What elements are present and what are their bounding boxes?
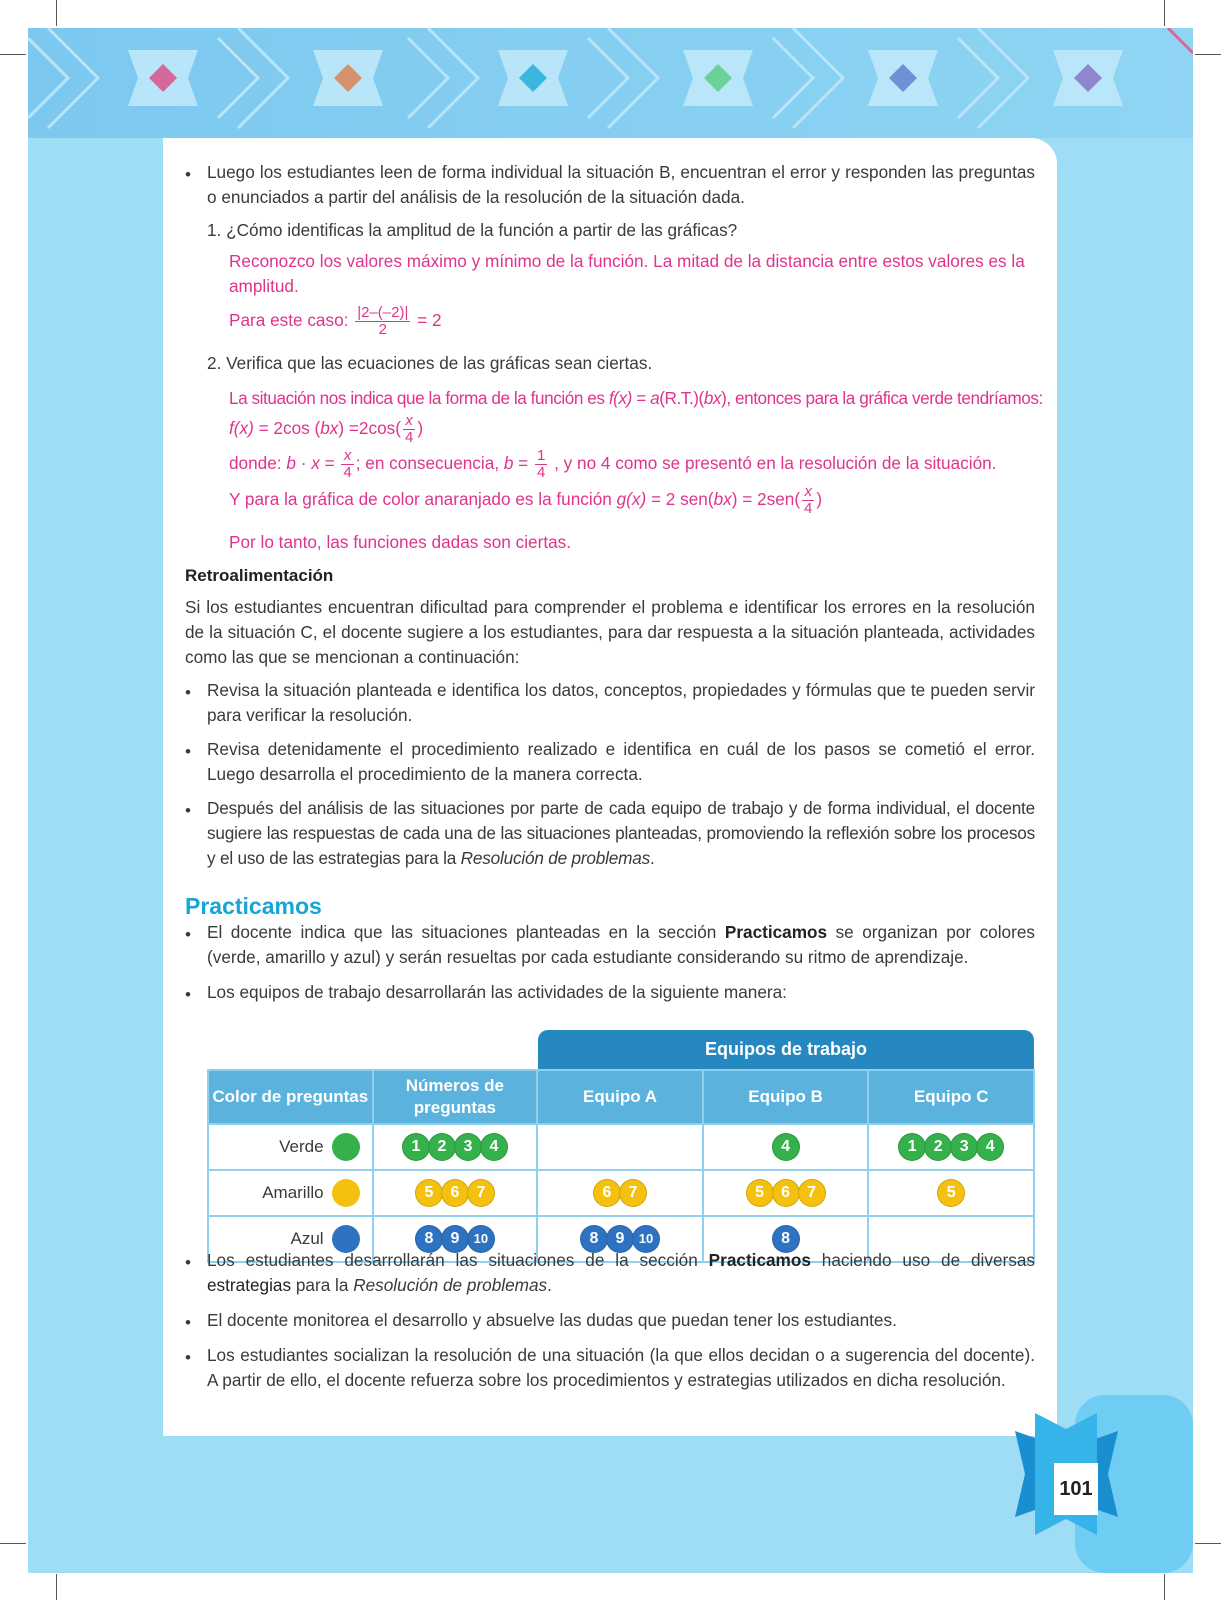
- teams-table: [207, 1069, 1035, 1263]
- team-c-cell: [868, 1170, 1034, 1216]
- crop-mark: [0, 1543, 26, 1544]
- math-run: g(x): [616, 489, 647, 510]
- question-number-badge: 4: [976, 1133, 1004, 1161]
- question-number-badge: 9: [606, 1225, 634, 1253]
- answer-2-line-5: Por lo tanto, las funciones dadas son ciertas.: [229, 532, 572, 552]
- question-number-badge: 5: [415, 1179, 443, 1207]
- question-number-badge: 10: [632, 1225, 660, 1253]
- color-dot-icon: [332, 1179, 360, 1207]
- question-text: ¿Cómo identificas la amplitud de la función a partir de las gráficas?: [226, 220, 738, 240]
- text-run: La situación nos indica que la forma de la función es: [229, 388, 609, 408]
- fraction: [535, 448, 547, 481]
- bullet-marker: •: [185, 165, 191, 184]
- question-number-badge: 6: [593, 1179, 621, 1207]
- retro-bullet-3: [207, 796, 1035, 871]
- question-number-badge: 7: [619, 1179, 647, 1207]
- text-run: estrategias: [207, 1275, 292, 1295]
- text-run: haciendo uso de diversas: [810, 1250, 1035, 1270]
- text-run: ) = 2sen(: [731, 489, 801, 510]
- table-group-header: Equipos de trabajo: [538, 1030, 1034, 1069]
- question-number-badge: 9: [441, 1225, 469, 1253]
- question-number-badge: 7: [467, 1179, 495, 1207]
- fraction-denominator: 4: [804, 500, 813, 517]
- retro-bullet-1: Revisa la situación planteada e identifica los datos, conceptos, propiedades y fórmulas que te pueden servir para verificar la resolución.: [207, 680, 1035, 725]
- question-number-badge: 3: [454, 1133, 482, 1161]
- text-run: =: [631, 388, 651, 408]
- question-number-badge: 1: [402, 1133, 430, 1161]
- question-1: [207, 218, 737, 243]
- practicamos-bullet-1: [207, 920, 1035, 970]
- after-table-bullet-3: Los estudiantes socializan la resolución de una situación (la que ellos decidan o a sugerencia del docente). A partir de ello, el docente refuerza sobre los procedimientos y estrategias utilizados en dicha resolución.: [207, 1345, 1035, 1390]
- color-dot-icon: [332, 1133, 360, 1161]
- question-number: 2.: [207, 353, 222, 373]
- question-number-badge: 2: [924, 1133, 952, 1161]
- math-run: f(x): [608, 388, 632, 408]
- crop-mark: [1195, 54, 1221, 55]
- team-a-cell: [537, 1124, 703, 1170]
- question-number-badge: 4: [772, 1133, 800, 1161]
- text-run: =: [319, 453, 340, 474]
- section-heading-practicamos: Practicamos: [185, 893, 322, 919]
- case-result: = 2: [417, 310, 442, 331]
- question-number-badge: 8: [415, 1225, 443, 1253]
- crop-mark: [0, 54, 26, 55]
- retro-bullet-2: Revisa detenidamente el procedimiento realizado e identifica en cuál de los pasos se cometió el error. Luego desarrolla el procedimiento de la manera correcta.: [207, 739, 1035, 784]
- question-number-badge: 8: [580, 1225, 608, 1253]
- text-run: se organizan por colores (verde, amarillo y azul) y serán resueltas por cada estudiante considerando su ritmo de aprendizaje.: [207, 922, 1035, 967]
- fraction-denominator: 2: [378, 321, 387, 338]
- text-run: ): [816, 489, 823, 510]
- crop-mark: [1195, 1543, 1221, 1544]
- question-number-badge: 4: [480, 1133, 508, 1161]
- page-number: 101: [1054, 1463, 1098, 1515]
- crop-mark: [56, 1574, 57, 1600]
- math-run: bx: [713, 489, 732, 510]
- text-run: Practicamos: [724, 922, 828, 942]
- color-cell: [208, 1124, 373, 1170]
- section-heading-retroalimentacion: Retroalimentación: [185, 566, 334, 585]
- math-run: bx: [320, 418, 339, 439]
- case-fraction: [355, 305, 410, 338]
- question-number-badge: 10: [467, 1225, 495, 1253]
- math-run: f(x): [229, 418, 254, 439]
- bullet-marker: •: [185, 1253, 191, 1272]
- color-label: Amarillo: [262, 1183, 324, 1202]
- text-run: Después del análisis de las situaciones por parte de cada equipo de trabajo y de forma individual, el docente sugiere las respuestas de cada una de las situaciones planteadas, promoviendo la reflexión sobre los procesos y el uso de las estrategias para la: [207, 798, 1035, 868]
- case-label: Para este caso:: [229, 310, 349, 331]
- question-number-badge: 8: [772, 1225, 800, 1253]
- question-text: Verifica que las ecuaciones de las gráficas sean ciertas.: [226, 353, 653, 373]
- retro-paragraph: Si los estudiantes encuentran dificultad para comprender el problema e identificar los errores en la resolución de la situación C, el docente sugiere a los estudiantes, para dar respuesta a la situación planteada, actividades como las que se mencionan a continuación:: [185, 597, 1035, 667]
- crop-mark: [1164, 1574, 1165, 1600]
- crop-mark: [1164, 0, 1165, 26]
- bullet-marker: •: [185, 742, 191, 761]
- header-numbers: Números de preguntas: [373, 1070, 538, 1124]
- answer-1-case: [229, 305, 442, 338]
- answer-1: Reconozco los valores máximo y mínimo de la función. La mitad de la distancia entre estos valores es la amplitud.: [229, 251, 1025, 296]
- after-table-bullet-2: El docente monitorea el desarrollo y absuelve las dudas que puedan tener los estudiantes.: [207, 1310, 897, 1330]
- math-run: a: [650, 388, 660, 408]
- fraction-numerator: 1: [537, 447, 546, 464]
- question-number-badge: 2: [428, 1133, 456, 1161]
- fraction-numerator: x: [403, 413, 415, 430]
- answer-2-line-2: [229, 413, 423, 446]
- fraction-denominator: 4: [404, 429, 414, 446]
- header-team-b: Equipo B: [703, 1070, 869, 1124]
- bullet-marker: •: [185, 801, 191, 820]
- color-cell: [208, 1170, 373, 1216]
- table-row: [208, 1170, 1034, 1216]
- text-run: Practicamos: [708, 1250, 811, 1270]
- answer-2-line-4: [229, 484, 822, 517]
- text-run: Los estudiantes desarrollarán las situaciones de la sección: [207, 1250, 709, 1270]
- practicamos-bullet-2: Los equipos de trabajo desarrollarán las actividades de la siguiente manera:: [207, 982, 787, 1002]
- fraction: [341, 448, 353, 481]
- after-table-bullet-1: [207, 1248, 1035, 1298]
- question-number-badge: 5: [937, 1179, 965, 1207]
- fraction-denominator: 4: [343, 464, 352, 481]
- text-run: donde:: [229, 453, 287, 474]
- answer-2-line-1: [229, 386, 1043, 411]
- text-run: ; en consecuencia,: [355, 453, 504, 474]
- team-c-cell: [868, 1124, 1034, 1170]
- decorative-header-pattern: [28, 28, 1193, 138]
- text-run: =: [513, 453, 533, 474]
- question-number: 1.: [207, 220, 222, 240]
- text-run: (R.T.)(: [659, 388, 704, 408]
- team-b-cell: [703, 1170, 869, 1216]
- text-run: ), entonces para la gráfica verde tendríamos:: [721, 388, 1043, 408]
- text-run: El docente indica que las situaciones planteadas en la sección: [207, 922, 725, 942]
- text-run: = 2cos (: [253, 418, 321, 439]
- question-number-badge: 5: [746, 1179, 774, 1207]
- text-run: Resolución de problemas: [353, 1275, 548, 1295]
- bullet-marker: •: [185, 683, 191, 702]
- crop-mark: [56, 0, 57, 26]
- page-number-ornament: [1015, 1395, 1193, 1573]
- header-color: Color de preguntas: [208, 1070, 373, 1124]
- text-run: .: [547, 1275, 552, 1295]
- header-team-c: Equipo C: [868, 1070, 1034, 1124]
- text-run: = 2 sen(: [646, 489, 714, 510]
- fraction: [802, 484, 814, 517]
- question-number-badge: 3: [950, 1133, 978, 1161]
- fraction-numerator: |2–(–2)|: [357, 304, 409, 321]
- question-number-badge: 7: [798, 1179, 826, 1207]
- numbers-cell: [373, 1170, 538, 1216]
- color-label: Azul: [290, 1229, 324, 1248]
- fraction: [403, 413, 415, 446]
- fraction-numerator: x: [341, 448, 353, 465]
- text-run: , y no 4 como se presentó en la resolución de la situación.: [549, 453, 997, 474]
- text-run: ): [417, 418, 424, 439]
- math-run: b: [503, 453, 514, 474]
- team-b-cell: [703, 1124, 869, 1170]
- text-run: Resolución de problemas: [460, 848, 650, 868]
- answer-2-line-3: [229, 448, 996, 481]
- bullet-marker: •: [185, 1313, 191, 1332]
- question-number-badge: 6: [772, 1179, 800, 1207]
- bullet-marker: •: [185, 1348, 191, 1367]
- bullet-marker: •: [185, 985, 191, 1004]
- text-run: ) =2cos(: [338, 418, 401, 439]
- math-run: x: [311, 453, 320, 474]
- text-run: ·: [295, 453, 312, 474]
- table-row: [208, 1124, 1034, 1170]
- math-run: bx: [703, 388, 722, 408]
- text-run: .: [650, 848, 655, 868]
- question-number-badge: 6: [441, 1179, 469, 1207]
- math-run: b: [286, 453, 296, 474]
- text-run: Y para la gráfica de color anaranjado es la función: [229, 489, 617, 510]
- bullet-marker: •: [185, 925, 191, 944]
- intro-bullet-text: Luego los estudiantes leen de forma individual la situación B, encuentran el error y responden las preguntas o enunciados a partir del análisis de la resolución de la situación dada.: [207, 162, 1035, 207]
- fraction-denominator: 4: [537, 464, 546, 481]
- question-2: [207, 351, 652, 376]
- text-run: para la: [291, 1275, 354, 1295]
- header-team-a: Equipo A: [537, 1070, 703, 1124]
- table-body: [208, 1124, 1034, 1262]
- question-number-badge: 1: [898, 1133, 926, 1161]
- fraction-numerator: x: [802, 484, 814, 501]
- numbers-cell: [373, 1124, 538, 1170]
- color-label: Verde: [279, 1137, 324, 1156]
- team-a-cell: [537, 1170, 703, 1216]
